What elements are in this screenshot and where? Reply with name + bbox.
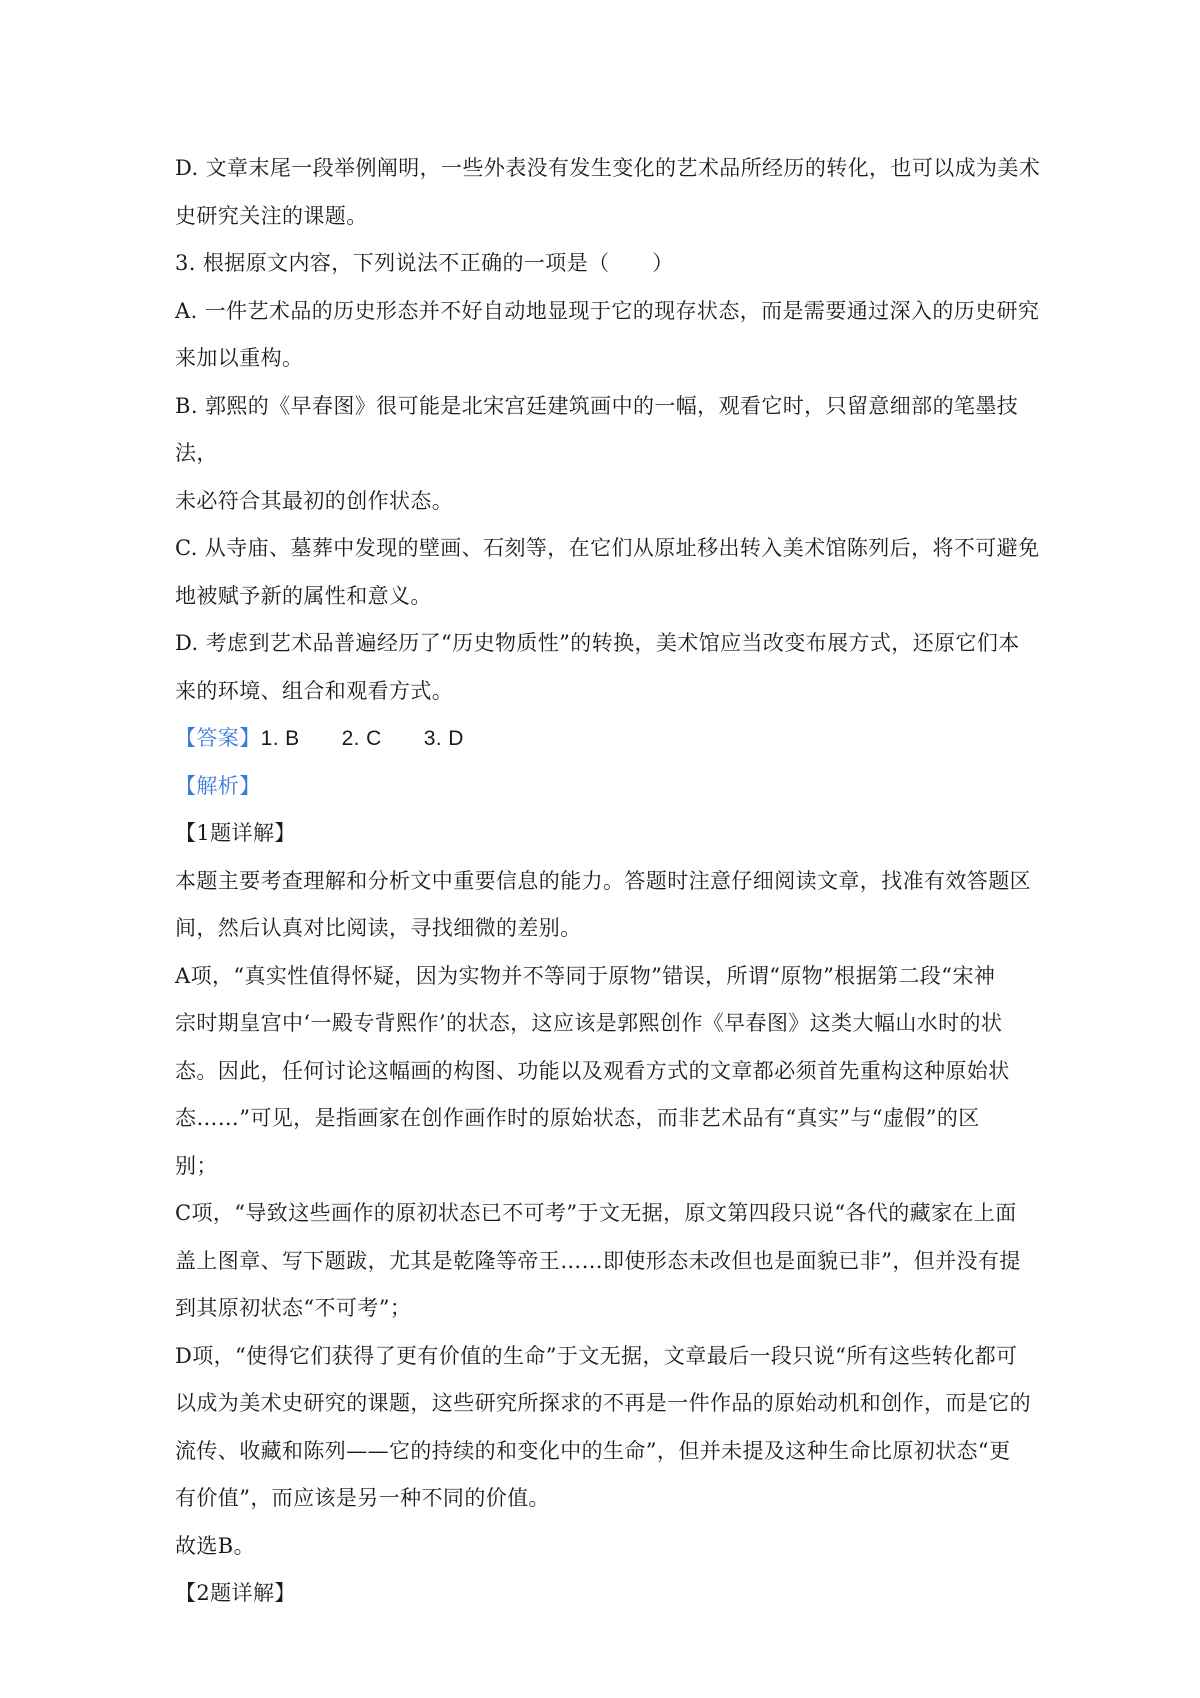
answer-1: 1. B [260,727,300,750]
q3-option-b-line-2: 未必符合其最初的创作状态。 [175,488,454,513]
q1-c-line-2: 盖上图章、写下题跋，尤其是乾隆等帝王……即使形态未改但也是面貌已非”，但并没有提 [175,1248,1021,1273]
q1-para1-line-1: 本题主要考查理解和分析文中重要信息的能力。答题时注意仔细阅读文章，找准有效答题区 [175,868,1031,893]
q3-stem: 3. 根据原文内容，下列说法不正确的一项是（ ） [175,251,674,275]
q3-option-a-line-1: A. 一件艺术品的历史形态并不好自动地显现于它的现存状态，而是需要通过深入的历史研究 [175,298,1040,323]
q1-d-line-2: 以成为美术史研究的课题，这些研究所探求的不再是一件作品的原始动机和创作，而是它的 [175,1391,1031,1415]
q3-option-a-line-2: 来加以重构。 [175,346,304,370]
q3-option-b-line-1: B. 郭熙的《早春图》很可能是北宋宫廷建筑画中的一幅，观看它时，只留意细部的笔墨技法， [175,393,1019,465]
q2-detail-heading: 【2题详解】 [175,1581,296,1605]
q1-a-line-5: 别； [175,1153,218,1178]
q1-d-line-4: 有价值”，而应该是另一种不同的价值。 [175,1486,550,1510]
q1-a-line-1: A项，“真实性值得怀疑，因为实物并不等同于原物”错误，所谓“原物”根据第二段“宋神 [175,963,996,988]
q3-option-d-line-2: 来的环境、组合和观看方式。 [175,678,454,703]
answer-line [175,715,1045,763]
q1-detail-heading: 【1题详解】 [175,821,296,845]
answer-2: 2. C [341,727,382,750]
answer-3: 3. D [423,727,464,750]
q1-conclusion: 故选B。 [175,1533,256,1558]
answer-label: 【答案】 [175,726,261,750]
q1-c-line-3: 到其原初状态“不可考”； [175,1296,412,1320]
document-page [175,145,1045,1618]
q1-a-line-2: 宗时期皇宫中‘一殿专背熙作’的状态，这应该是郭熙创作《早春图》这类大幅山水时的状 [175,1011,1003,1035]
q2-option-d-line-2: 史研究关注的课题。 [175,203,368,228]
q1-d-line-1: D项，“使得它们获得了更有价值的生命”于文无据，文章最后一段只说“所有这些转化都可 [175,1343,1018,1368]
q3-option-d-line-1: D. 考虑到艺术品普遍经历了“历史物质性”的转换，美术馆应当改变布展方式，还原它们本 [175,631,1020,655]
q1-a-line-4: 态……”可见，是指画家在创作画作时的原始状态，而非艺术品有“真实”与“虚假”的区 [175,1106,980,1130]
q1-a-line-3: 态。因此，任何讨论这幅画的构图、功能以及观看方式的文章都必须首先重构这种原始状 [175,1058,1010,1083]
analysis-line [175,763,1045,811]
q3-option-c-line-2: 地被赋予新的属性和意义。 [175,583,432,608]
q1-d-line-3: 流传、收藏和陈列——它的持续的和变化中的生命”，但并未提及这种生命比原初状态“更 [175,1438,1011,1463]
analysis-label: 【解析】 [175,773,261,798]
q1-c-line-1: C项，“导致这些画作的原初状态已不可考”于文无据，原文第四段只说“各代的藏家在上面 [175,1201,1017,1225]
q3-option-c-line-1: C. 从寺庙、墓葬中发现的壁画、石刻等，在它们从原址移出转入美术馆陈列后，将不可避免 [175,536,1040,560]
q1-para1-line-2: 间，然后认真对比阅读，寻找细微的差别。 [175,916,582,940]
q2-option-d-line-1: D. 文章末尾一段举例阐明，一些外表没有发生变化的艺术品所经历的转化，也可以成为美术 [175,156,1041,180]
